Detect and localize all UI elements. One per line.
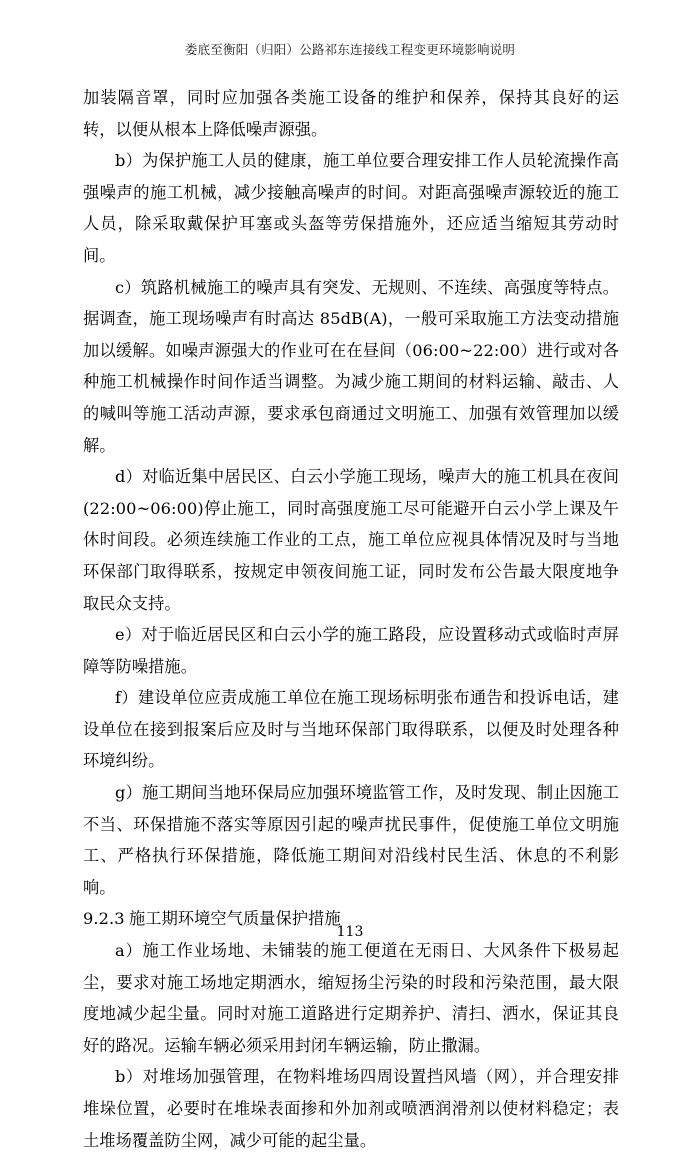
page-header: 娄底至衡阳（归阳）公路祁东连接线工程变更环境影响说明 xyxy=(184,42,516,57)
section-number: 9.2.3 xyxy=(83,909,125,929)
paragraph-c: c）筑路机械施工的噪声具有突发、无规则、不连续、高强度等特点。据调查，施工现场噪声有时高达 85dB(A)，一般可采取施工方法变动措施加以缓解。如噪声源强大的作业可在在昼间（06:00~22:00）进行或对各种施工机械操作时间作适当调整。为减少施工期间的材料运输、敲击、人的喊叫等施工活动声源，要求承包商通过文明施工、加强有效管理加以缓解。 xyxy=(83,277,619,455)
paragraph-e: e）对于临近居民区和白云小学的施工路段，应设置移动式或临时声屏障等防噪措施。 xyxy=(83,625,619,676)
page-number: 113 xyxy=(336,924,364,940)
paragraph-b: b）为保护施工人员的健康，施工单位要合理安排工作人员轮流操作高强噪声的施工机械，减少接触高噪声的时间。对距高强噪声源较近的施工人员，除采取戴保护耳塞或头盔等劳保措施外，还应适当缩短其劳动时间。 xyxy=(83,151,619,265)
paragraph-a2: a）施工作业场地、未铺装的施工便道在无雨日、大风条件下极易起尘，要求对施工场地定期洒水，缩短扬尘污染的时段和污染范围，最大限度地减少起尘量。同时对施工道路进行定期养护、清扫、洒水，保证其良好的路况。运输车辆必须采用封闭车辆运输，防止撒漏。 xyxy=(83,941,619,1055)
paragraph-b2: b）对堆场加强管理，在物料堆场四周设置挡风墙（网），并合理安排堆垛位置，必要时在堆垛表面掺和外加剂或喷洒润滑剂以使材料稳定；表土堆场覆盖防尘网，减少可能的起尘量。 xyxy=(83,1067,619,1150)
paragraph-f: f）建设单位应责成施工单位在施工现场标明张布通告和投诉电话，建设单位在接到报案后应及时与当地环保部门取得联系，以便及时处理各种环境纠纷。 xyxy=(83,688,619,771)
page-content xyxy=(83,82,619,1156)
paragraph-d: d）对临近集中居民区、白云小学施工现场，噪声大的施工机具在夜间(22:00~06:00)停止施工，同时高强度施工尽可能避开白云小学上课及午休时间段。必须连续施工作业的工点，施工单位应视具体情况及时与当地环保部门取得联系，按规定申领夜间施工证，同时发布公告最大限度地争取民众支持。 xyxy=(83,467,619,613)
paragraph-continued: 加装隔音罩，同时应加强各类施工设备的维护和保养，保持其良好的运转，以便从根本上降低噪声源强。 xyxy=(83,88,619,139)
paragraph-g: g）施工期间当地环保局应加强环境监管工作，及时发现、制止因施工不当、环保措施不落实等原因引起的噪声扰民事件，促使施工单位文明施工、严格执行环保措施，降低施工期间对沿线村民生活、休息的不利影响。 xyxy=(83,783,619,897)
section-title: 施工期环境空气质量保护措施 xyxy=(129,909,341,929)
